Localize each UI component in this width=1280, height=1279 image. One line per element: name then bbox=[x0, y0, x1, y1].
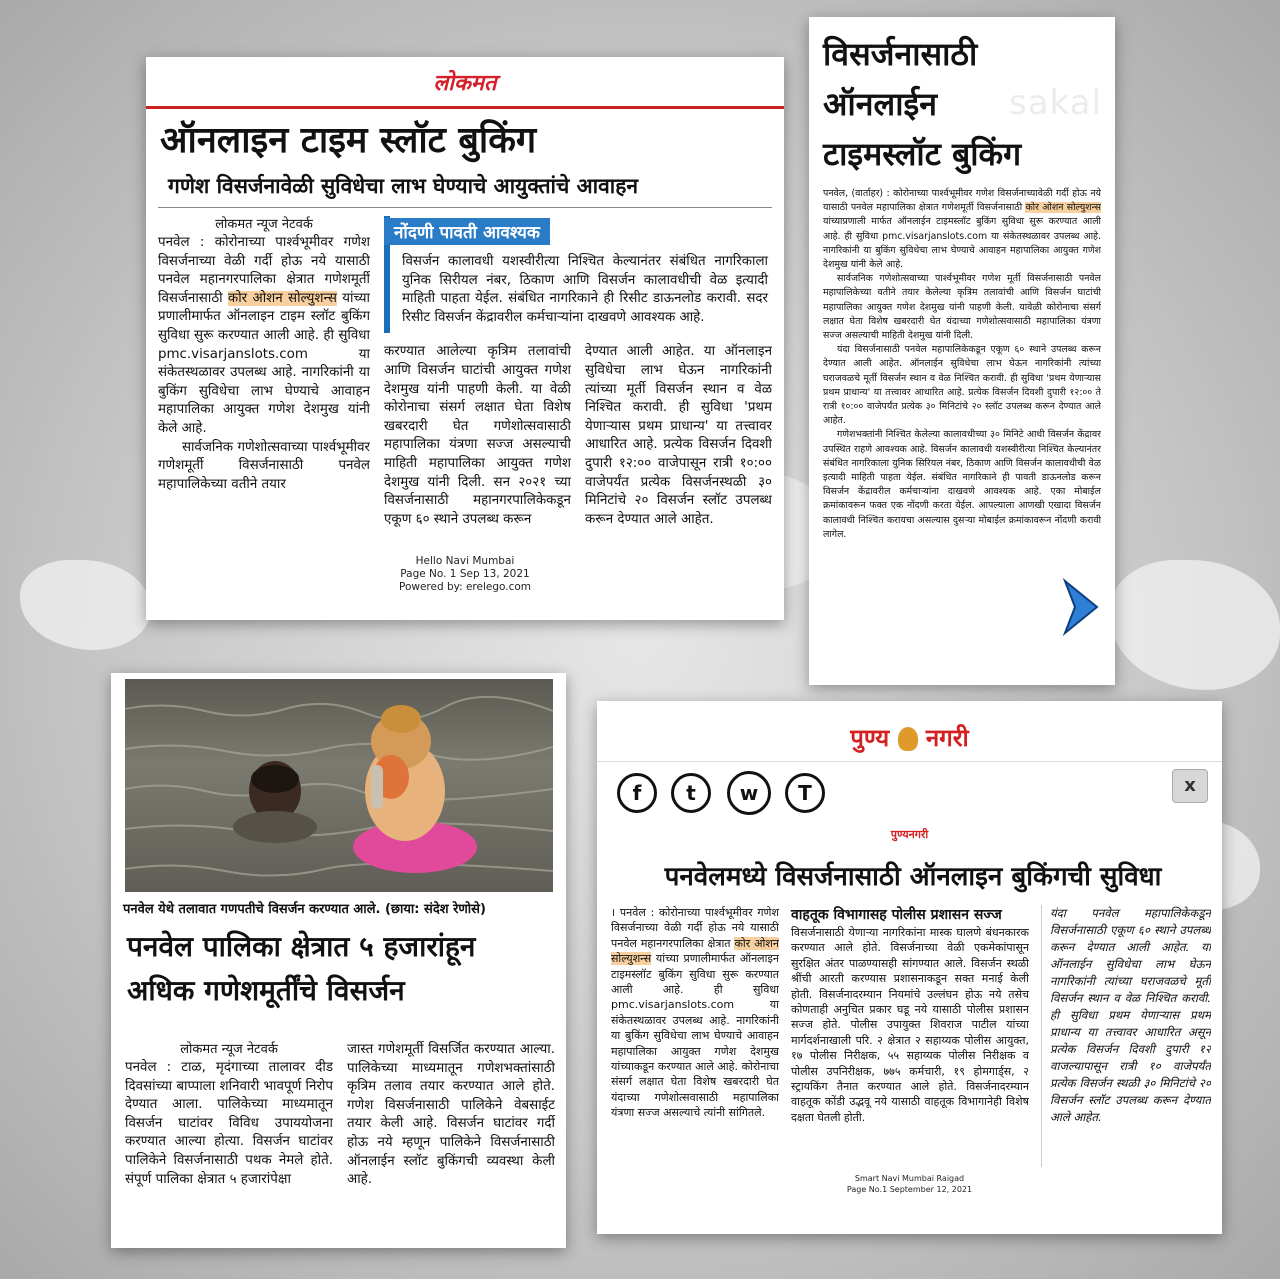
ganesh-logo-icon bbox=[898, 727, 918, 751]
company-highlight: कोर ओशन सोल्युशन्स bbox=[1025, 202, 1101, 214]
sakal-headline-line2: ऑनलाईन bbox=[823, 85, 937, 123]
lokmat-footer-page: Page No. 1 Sep 13, 2021 bbox=[400, 568, 530, 580]
lokmat2-byline: लोकमत न्यूज नेटवर्क bbox=[180, 1042, 278, 1057]
lokmat-footer-source: Hello Navi Mumbai bbox=[415, 555, 515, 567]
photo-headline-line2: अधिक गणेशमूर्तींचे विसर्जन bbox=[127, 974, 405, 1007]
photo-headline-line1: पनवेल पालिका क्षेत्रात ५ हजारांहून bbox=[127, 930, 476, 963]
punyanagari-logo-left: पुण्य bbox=[850, 724, 890, 752]
registration-box-title: नोंदणी पावती आवश्यक bbox=[384, 218, 550, 245]
lokmat-masthead bbox=[146, 57, 784, 109]
punyanagari-col1 bbox=[611, 905, 779, 1167]
lokmat2-col2: जास्त गणेशमूर्ती विसर्जित करण्यात आल्या. पालिकेच्या माध्यमातून गणेशभक्तांसाठी कृत्रिम तलाव तयार करण्यात आले होते. गणेश विसर्जनासाठी पालिकेने वेबसाईट तयार केली आहे. विसर्जन घाटांवर गर्दी होऊ नये म्हणून पालिकेने विसर्जनासाठी ऑनलाईन स्लॉट बुकिंगची व्यवस्था केली आहे. bbox=[347, 1042, 555, 1188]
sakal-p1: पनवेल, (वार्ताहर) : कोरोनाच्या पार्श्वभूमीवर गणेश विसर्जनाच्यावेळी गर्दी होऊ नये यासाठी पनवेल महापालिका क्षेत्रात गणेशमूर्ती विसर्जनासाठी bbox=[823, 188, 1101, 214]
sakal-headline bbox=[823, 29, 1101, 179]
lokmat-col1 bbox=[158, 234, 370, 543]
lokmat-photo-clipping bbox=[111, 673, 566, 1248]
photo-caption: पनवेल येथे तलावात गणपतीचे विसर्जन करण्यात आले. (छाया: संदेश रेणोसे) bbox=[123, 902, 486, 917]
text-size-icon[interactable]: T bbox=[785, 773, 825, 813]
lokmat-col1-text: पनवेल : कोरोनाच्या पार्श्वभूमीवर गणेश विसर्जनाच्या वेळी गर्दी होऊ नये यासाठी पनवेल महानगरपालिका क्षेत्रात गणेशमूर्ती विसर्जनासाठी bbox=[158, 235, 370, 306]
punyanagari-footer-page: Page No.1 September 12, 2021 bbox=[846, 1185, 973, 1194]
lokmat-subheadline: गणेश विसर्जनावेळी सुविधेचा लाभ घेण्याचे आयुक्तांचे आवाहन bbox=[168, 174, 639, 198]
next-arrow-icon[interactable] bbox=[1059, 577, 1103, 637]
whatsapp-share-icon[interactable]: w bbox=[727, 771, 771, 815]
lokmat-col1-text-rest: यांच्या प्रणालीमार्फत ऑनलाइन टाइम स्लॉट बुकिंग सुविधा सुरू करण्यात आली आहे. ही सुविधा pmc.visarjanslots.com या संकेतस्थळावर उपलब्ध आहे. नागरिकांनी या बुकिंग सुविधेचा लाभ घेण्याचे आवाहन महापालिका आयुक्त गणेश देशमुख यांनी केले आहे. bbox=[158, 290, 370, 436]
world-map-shape bbox=[20, 560, 150, 650]
punyanagari-col1-text: । पनवेल : कोरोनाच्या पार्श्वभूमीवर गणेश विसर्जनाच्या वेळी गर्दी होऊ नये यासाठी पनवेल महानगरपालिका क्षेत्रात bbox=[611, 906, 779, 950]
lokmat-byline: लोकमत न्यूज नेटवर्क bbox=[215, 217, 313, 232]
sakal-headline-line1: विसर्जनासाठी bbox=[823, 35, 978, 73]
lokmat-col2: करण्यात आलेल्या कृत्रिम तलावांची आणि विसर्जन घाटांची आयुक्त गणेश देशमुख यांनी पाहणी केली. या वेळी कोरोनाचा संसर्ग लक्षात घेता विशेष खबरदारी घेत गणेशोत्सवासाठी महापालिका यंत्रणा सज्ज असल्याची माहिती महापालिका आयुक्त गणेश देशमुख यांनी दिली. सन २०२१ च्या विसर्जनासाठी महानगरपालिकेकडून एकूण ६० स्थाने उपलब्ध करून bbox=[384, 344, 571, 527]
punyanagari-logo-right: नगरी bbox=[925, 724, 969, 752]
sakal-clipping bbox=[809, 17, 1115, 685]
lokmat2-col1: पनवेल : टाळ, मृदंगाच्या तालावर दीड दिवसांच्या बाप्पाला शनिवारी भावपूर्ण निरोप देण्यात आला. पालिकेच्या माध्यमातून विसर्जन घाटांवर विविध उपाययोजना करण्यात आल्या होत्या. विसर्जन घाटांवर पालिकेने विसर्जनासाठी पथक नेमले होते. संपूर्ण पालिका क्षेत्रात ५ हजारांपेक्षा bbox=[125, 1060, 333, 1187]
registration-box-text: विसर्जन कालावधी यशस्वीरीत्या निश्चित केल्यानंतर संबंधित नागरिकाला युनिक सिरीयल नंबर, ठिकाण आणि विसर्जन कालावधीची वेळ इत्यादी माहिती पाहता येईल. संबंधित नागरिकाने ही रिसीट डाऊनलोड करावी. सदर रिसीट विसर्जन केंद्रावरील कर्मचाऱ्यांना दाखवणे आवश्यक आहे. bbox=[402, 254, 768, 325]
lokmat-clipping bbox=[146, 57, 784, 620]
world-map-shape bbox=[1110, 560, 1280, 690]
punyanagari-clipping bbox=[597, 701, 1222, 1234]
punyanagari-col3: यंदा पनवेल महापालिकेकडून विसर्जनासाठी एकूण ६० स्थाने उपलब्ध करून देण्यात आली आहेत. या ऑनलाईन सुविधेचा लाभ घेऊन नागरिकांनी त्यांच्या घराजवळचे मूर्ती विसर्जन स्थान व वेळ निश्चित करावी. ही सुविधा प्रथम येणाऱ्यास प्रथम प्राधान्य या तत्त्वावर आधारित असून प्रत्येक विसर्जन दिवशी दुपारी १२ वाजल्यापासून रात्री १० वाजेपर्यंत प्रत्येक विसर्जन स्थळी ३० मिनिटांचे २० विसर्जन स्लॉट उपलब्ध करून देण्यात आले आहेत. bbox=[1041, 905, 1211, 1167]
punyanagari-small-brand: पुण्यनगरी bbox=[890, 828, 929, 841]
sakal-p3: यंदा विसर्जनासाठी पनवेल महापालिकेकडून एकूण ६० स्थाने उपलब्ध करून देण्यात आली आहेत. ऑनलाईन सुविधेचा लाभ घेऊन नागरिकांनी त्यांच्या घराजवळचे मूर्ती विसर्जन स्थान व वेळ निश्चित करावी. ही सुविधा 'प्रथम येणाऱ्यास प्रथम प्राधान्य' या तत्त्वावर आधारित आहे. प्रत्येक विसर्जन दिवशी दुपारी १२:०० ते रात्री १०:०० वाजेपर्यंत प्रत्येक ३० मिनिटांचे २० स्लॉट उपलब्ध करून देण्यात आले आहेत. bbox=[823, 344, 1101, 427]
lokmat-logo: लोकमत bbox=[433, 69, 497, 96]
punyanagari-headline: पनवेलमध्ये विसर्जनासाठी ऑनलाइन बुकिंगची सुविधा bbox=[664, 862, 1162, 892]
lokmat-col1-para2: सार्वजनिक गणेशोत्सवाच्या पार्श्वभूमीवर गणेशमूर्ती विसर्जनासाठी पनवेल महापालिकेच्या वतीने तयार bbox=[158, 439, 370, 492]
punyanagari-col2: विसर्जनासाठी येणाऱ्या नागरिकांना मास्क घालणे बंधनकारक करण्यात आले होते. विसर्जनाच्या वेळी एकमेकांपासून सुरक्षित अंतर पाळण्यासही सांगण्यात आले. विसर्जन स्थळी श्रींची आरती करण्यास प्रशासनाकडून सक्त मनाई केली होती. विसर्जनादरम्यान नियमांचे उल्लंघन होऊ नये तसेच कोणताही अनुचित प्रकार घडू नये यासाठी पोलीस प्रशासन सज्ज होते. पोलीस उपायुक्त शिवराज पाटील यांच्या मार्गदर्शनाखाली परि. २ क्षेत्रात २ सहाय्यक पोलीस आयुक्त, १७ पोलीस निरीक्षक, ५५ सहाय्यक पोलीस निरीक्षक व पोलीस उपनिरीक्षक, ७७५ कर्मचारी, १९ होमगार्ड्स, २ स्ट्रायकिंग तैनात करण्यात आले होते. विसर्जनादरम्यान वाहतूक कोंडी उद्भवू नये यासाठी वाहतूक विभागानेही विशेष दक्षता घेतली होती. bbox=[791, 926, 1029, 1124]
close-button[interactable]: x bbox=[1172, 769, 1208, 803]
punyanagari-footer-source: Smart Navi Mumbai Raigad bbox=[854, 1174, 965, 1183]
photo-headline bbox=[127, 925, 557, 1013]
facebook-share-icon[interactable]: f bbox=[617, 773, 657, 813]
twitter-share-icon[interactable]: t bbox=[671, 773, 711, 813]
lokmat-col3: देण्यात आली आहेत. या ऑनलाइन सुविधेचा लाभ घेऊन नागरिकांनी त्यांच्या मूर्ती विसर्जन स्थान व वेळ निश्चित करावी. ही सुविधा 'प्रथम येणाऱ्यास प्रथम प्राधान्य' या तत्त्वावर आधारित आहे. प्रत्येक विसर्जन दिवशी दुपारी १२:०० वाजेपासून रात्री १०:०० वाजेपर्यंत प्रत्येक विसर्जनस्थळी ३० मिनिटांचे २० विसर्जन स्लॉट उपलब्ध करून देण्यात आले आहेत. bbox=[585, 344, 772, 527]
sakal-p4: गणेशभक्तांनी निश्चित केलेल्या कालावधीच्या ३० मिनिटे आधी विसर्जन केंद्रावर उपस्थित राहणे आवश्यक आहे. विसर्जन कालावधी यशस्वीरीत्या निश्चित केल्यानंतर संबंधित नागरिकाला युनिक सिरियल नंबर, ठिकाण आणि विसर्जन कालावधीची वेळ इत्यादी माहिती पाहता येईल. संबंधित नागरिकाने ही पावती डाऊनलोड करून विसर्जन केंद्रावरील कर्मचाऱ्यांना दाखवणे आवश्यक आहे. एका मोबाईल क्रमांकावरून फक्त एक नोंदणी करता येईल. आपल्याला आणखी एखादा विसर्जन कालावधी निश्चित करायचा असल्यास दुसऱ्या मोबाईल क्रमांकावरून नोंदणी करावी लागेल. bbox=[823, 429, 1101, 540]
company-highlight: कोर ओशन सोल्युशन्स bbox=[611, 936, 779, 966]
sakal-p2: सार्वजनिक गणेशोत्सवाच्या पार्श्वभूमीवर गणेश मूर्ती विसर्जनासाठी पनवेल महापालिकेच्या वतीने तयार केलेल्या कृत्रिम तलावांची आणि विसर्जन घाटांची महापालिका आयुक्त गणेश देशमुख यांनी पाहणी केली. यावेळी कोरोनाचा संसर्ग लक्षात घेता विशेष खबरदारी घेत यंदाच्या गणेशोत्सवासाठी महापालिका यंत्रणा सज्ज असल्याची माहिती देशमुख यांनी दिली. bbox=[823, 273, 1101, 342]
sakal-p1-rest: यांच्याप्रणाली मार्फत ऑनलाईन टाइमस्लॉट बुकिंग सुविधा सुरू करण्यात आली आहे. ही सुविधा pmc.visarjanslots.com या संकेतस्थळावर उपलब्ध आहे. नागरिकांनी या बुकिंग सुविधेचा लाभ घेण्याचे आवाहन महापालिका आयुक्त गणेश देशमुख यांनी केले आहे. bbox=[823, 216, 1101, 271]
registration-box bbox=[384, 216, 772, 333]
punyanagari-col1-rest: यांच्या प्रणालीमार्फत ऑनलाइन टाइमस्लॉट बुकिंग सुविधा सुरू करण्यात आली आहे. ही सुविधा pmc.visarjanslots.com या संकेतस्थळावर उपलब्ध आहे. नागरिकांनी या बुकिंग सुविधेचा लाभ घेण्याचे आवाहन महापालिका आयुक्त गणेश देशमुख यांच्याकडून करण्यात आले आहे. कोरोनाचा संसर्ग लक्षात घेता विशेष खबरदारी घेत यंदाच्या गणेशोत्सवासाठी महापालिका यंत्रणा सज्ज असल्याचे त्यांनी सांगितले. bbox=[611, 952, 779, 1120]
lokmat-headline: ऑनलाइन टाइम स्लॉट बुकिंग bbox=[160, 120, 537, 161]
punyanagari-subtitle: वाहतूक विभागासह पोलीस प्रशासन सज्ज bbox=[791, 907, 1002, 923]
sakal-headline-line3: टाइमस्लॉट बुकिंग bbox=[823, 135, 1022, 173]
punyanagari-masthead bbox=[597, 721, 1222, 754]
lokmat-footer-powered: Powered by: erelego.com bbox=[398, 581, 532, 593]
sakal-watermark: sakal bbox=[1009, 83, 1102, 123]
company-highlight: कोर ओशन सोल्युशन्स bbox=[227, 290, 337, 306]
visarjan-photo bbox=[125, 679, 553, 892]
